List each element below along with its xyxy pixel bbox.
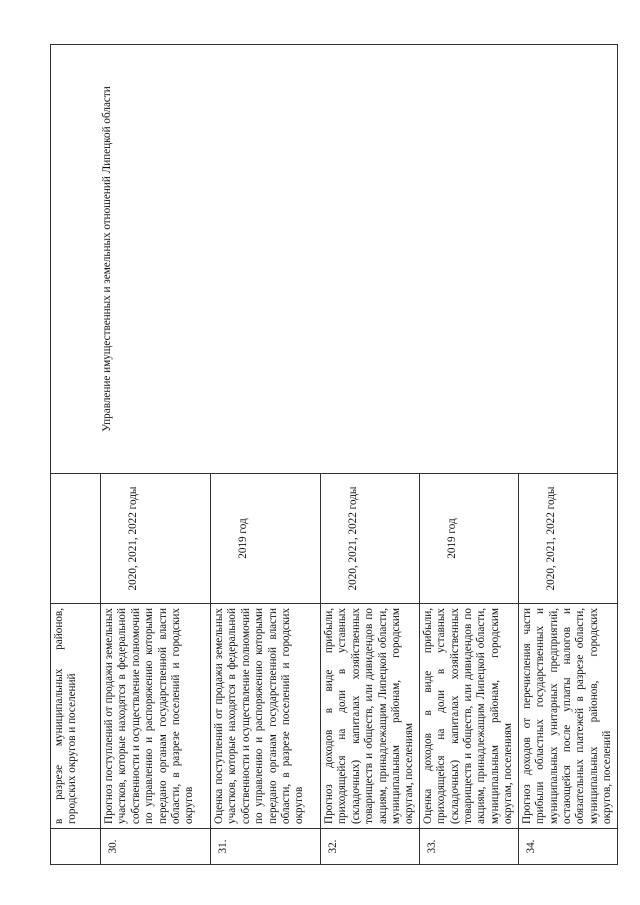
table-row-continuation — [51, 45, 101, 865]
row-period-cell: 2019 год — [211, 474, 321, 604]
row-period-cell: 2020, 2021, 2022 годы — [101, 474, 211, 604]
data-table — [50, 44, 618, 865]
row-description-cell: Прогноз доходов в виде прибыли, приходящейся на доли в уставных (складочных) капиталах хозяйственных товариществ и обществ, или дивидендов по акциям, принадлежащим Липецкой области, муниципальным районам, городским округам, поселениям — [321, 604, 420, 829]
row-description-cell: в разрезе муниципальных районов, городских округов и поселений — [51, 604, 101, 829]
row-description-cell: Прогноз поступлений от продажи земельных участков, которые находятся в федеральной собственности и осуществление полномочий по управлению и распоряжению которыми передано органам государственной власти области, в разрезе поселений и городских округов — [101, 604, 211, 829]
row-description-cell: Оценка поступлений от продажи земельных участков, которые находятся в федеральной собственности и осуществление полномочий по управлению и распоряжению которыми передано органам государственной власти области, в разрезе поселений и городских округов — [211, 604, 321, 829]
row-period-cell — [51, 474, 101, 604]
row-number-cell: 34. — [518, 829, 617, 865]
row-number-cell: 31. — [211, 829, 321, 865]
row-period-cell: 2019 год — [419, 474, 518, 604]
table-wrapper — [50, 45, 614, 865]
row-number-cell: 32. — [321, 829, 420, 865]
row-description-cell: Прогноз доходов от перечисления части прибыли областных государственных и муниципальных унитарных предприятий, остающейся после уплаты налогов и обязательных платежей в разрезе области, муниципальных районов, городских округов, поселений — [518, 604, 617, 829]
responsible-cell: Управление имущественных и земельных отношений Липецкой области — [51, 45, 618, 474]
row-number-cell: 30. — [101, 829, 211, 865]
row-number-cell: 33. — [419, 829, 518, 865]
row-number-cell — [51, 829, 101, 865]
row-period-cell: 2020, 2021, 2022 годы — [321, 474, 420, 604]
row-description-cell: Оценка доходов в виде прибыли, приходящейся на доли в уставных (складочных) капиталах хозяйственных товариществ и обществ, или дивидендов по акциям, принадлежащим Липецкой области, муниципальным районам, городским округам, поселениям — [419, 604, 518, 829]
row-period-cell: 2020, 2021, 2022 годы — [518, 474, 617, 604]
rotated-table-area — [50, 45, 614, 865]
